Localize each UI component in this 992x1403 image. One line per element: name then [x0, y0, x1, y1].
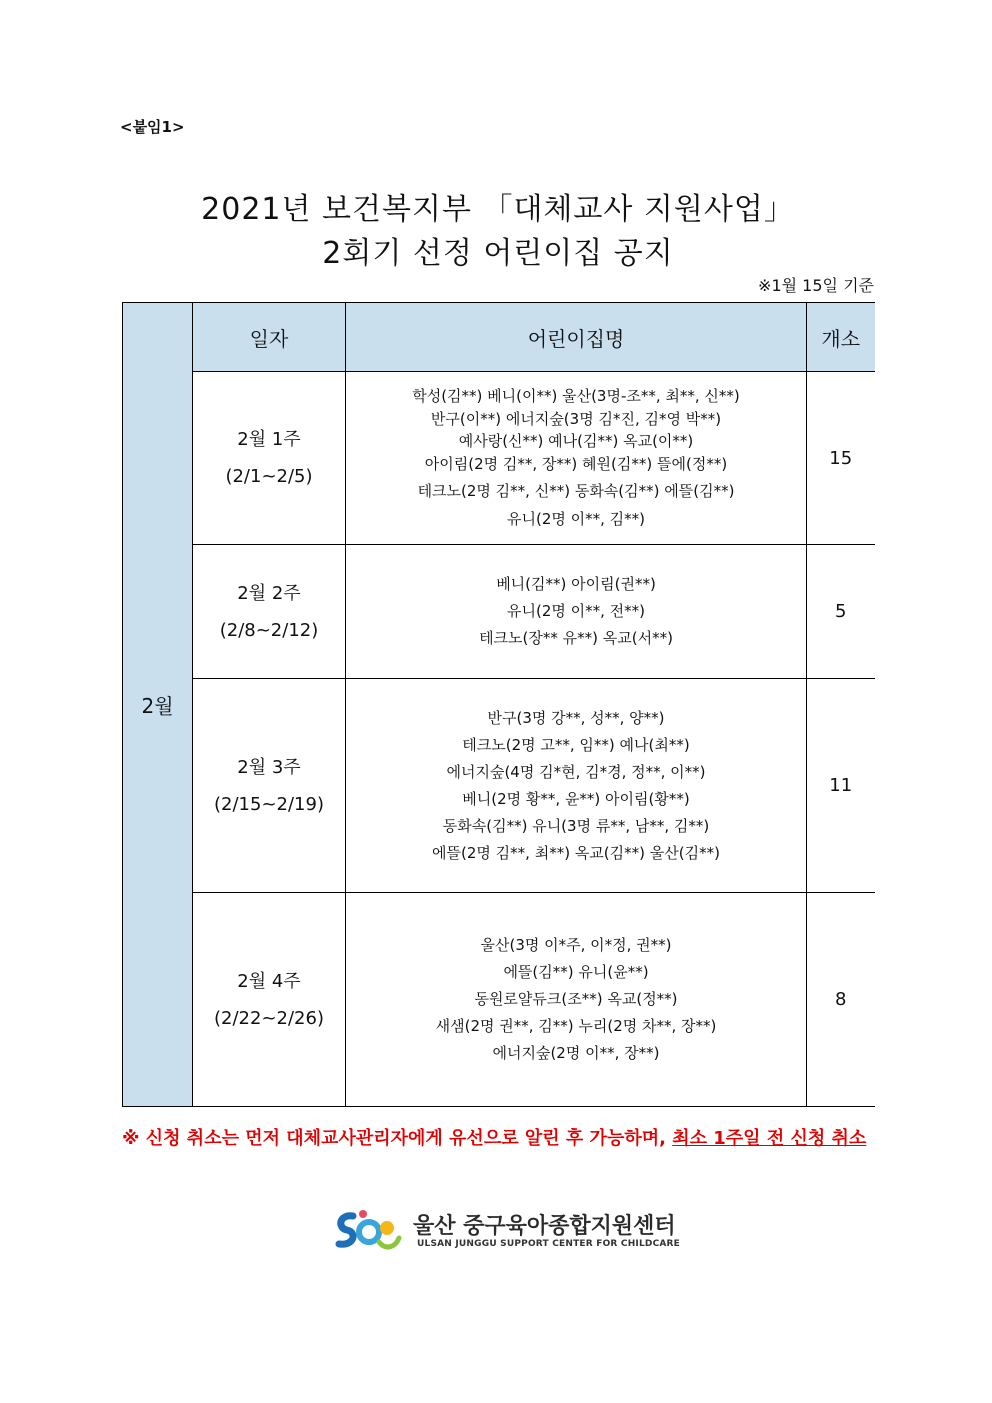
basis-note: ※1월 15일 기준 [758, 276, 874, 295]
title-line-2: 2회기 선정 어린이집 공지 [322, 236, 674, 271]
table-row [123, 372, 875, 545]
list-item: 새샘(2명 권**, 김**) 누리(2명 차**, 장**) [435, 1017, 717, 1035]
center-logo-icon [333, 1208, 403, 1254]
table-row [123, 679, 875, 893]
list-item: 반구(이**) 에너지숲(3명 김*진, 김*영 박**) [430, 410, 722, 428]
week-cell [193, 372, 346, 545]
list-item: 에너지숲(4명 김*현, 김*경, 정**, 이**) [446, 762, 706, 781]
notice-text: ※ 신청 취소는 먼저 대체교사관리자에게 유선으로 알린 후 가능하며, [122, 1128, 673, 1149]
week-label: 2월 1주 [237, 429, 301, 450]
month-cell: 2월 [123, 303, 193, 1107]
week-cell [193, 545, 346, 679]
week-label: 2월 4주 [237, 970, 301, 992]
week-cell [193, 893, 346, 1107]
daycare-list [346, 679, 807, 893]
list-item: 학성(김**) 베니(이**) 울산(3명-조**, 최**, 신**) [412, 387, 740, 405]
week-label: 2월 3주 [237, 756, 301, 778]
daycare-list [346, 372, 807, 545]
week-range: (2/8~2/12) [219, 619, 319, 641]
list-item: 동화속(김**) 유니(3명 류**, 남**, 김**) [442, 816, 710, 835]
week-cell [193, 679, 346, 893]
list-item: 에뜰(김**) 유니(윤**) [503, 963, 649, 981]
list-item: 베니(김**) 아이림(권**) [496, 575, 656, 593]
week-range: (2/22~2/26) [214, 1007, 324, 1029]
list-item: 에뜰(2명 김**, 최**) 옥교(김**) 울산(김**) [432, 843, 720, 862]
cancellation-notice [122, 1124, 876, 1154]
list-item: 예사랑(신**) 예나(김**) 옥교(이**) [458, 432, 694, 450]
list-item: 아이림(2명 김**, 장**) 혜원(김**) 뜰에(정**) [424, 455, 728, 473]
week-range: (2/15~2/19) [214, 793, 324, 815]
list-item: 동원로얄듀크(조**) 옥교(정**) [474, 990, 678, 1008]
header-name: 어린이집명 [346, 303, 807, 372]
daycare-list [346, 893, 807, 1107]
table-row [123, 893, 875, 1107]
list-item: 반구(3명 강**, 성**, 양**) [487, 708, 665, 727]
list-item: 테크노(2명 고**, 임**) 예나(최**) [462, 735, 690, 754]
center-logo [333, 1208, 681, 1258]
title-line-1: 2021년 보건복지부 「대체교사 지원사업」 [201, 192, 795, 227]
list-item: 에너지숲(2명 이**, 장**) [492, 1044, 660, 1062]
count-cell: 15 [807, 372, 875, 545]
count-cell: 11 [807, 679, 875, 893]
count-cell: 5 [807, 545, 875, 679]
list-item: 테크노(장** 유**) 옥교(서**) [479, 629, 673, 647]
list-item: 울산(3명 이*주, 이*정, 권**) [480, 936, 672, 954]
count-cell: 8 [807, 893, 875, 1107]
list-item: 유니(2명 이**, 김**) [506, 510, 645, 528]
week-label: 2월 2주 [237, 582, 301, 604]
center-name-ko: 울산 중구육아종합지원센터 [413, 1214, 676, 1239]
header-count: 개소 [807, 303, 875, 372]
daycare-list [346, 545, 807, 679]
center-name-en: ULSAN JUNGGU SUPPORT CENTER FOR CHILDCARE [417, 1239, 681, 1249]
attachment-label: <붙임1> [120, 118, 185, 136]
list-item: 테크노(2명 김**, 신**) 동화속(김**) 에뜰(김**) [417, 482, 735, 500]
selection-table [122, 302, 875, 1107]
list-item: 베니(2명 황**, 윤**) 아이림(황**) [462, 789, 690, 808]
notice-underlined: 최소 1주일 전 신청 취소 [672, 1128, 867, 1149]
list-item: 유니(2명 이**, 전**) [506, 602, 645, 620]
table-header-row [123, 303, 875, 372]
header-date: 일자 [193, 303, 346, 372]
week-range: (2/1~2/5) [225, 466, 313, 487]
table-row [123, 545, 875, 679]
